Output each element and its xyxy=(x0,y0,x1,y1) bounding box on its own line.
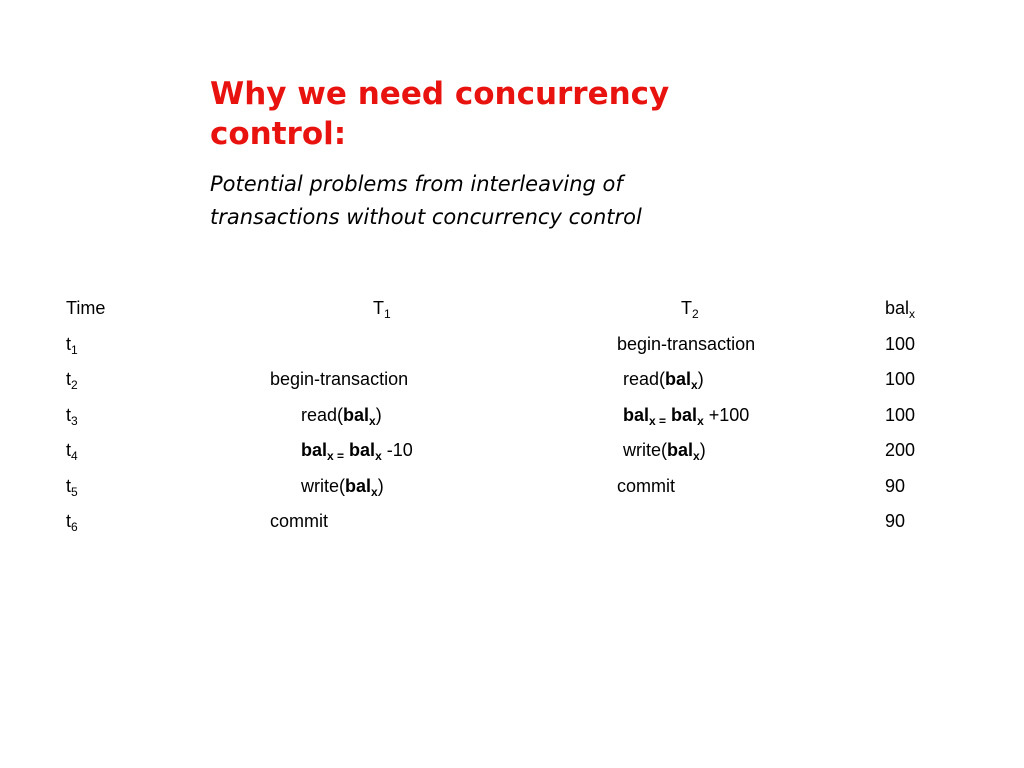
row-t1-op: commit xyxy=(270,511,328,531)
row-time: $t_1$ xyxy=(66,334,78,357)
row-time: $t_2$ xyxy=(66,369,78,392)
header-balx: bal$_x$ xyxy=(885,298,916,321)
row-t2-op: bal$_{x =}$ bal$_x$ +100 xyxy=(623,405,750,428)
row-t2-op: write(bal$_x$) xyxy=(623,440,706,463)
row-t1-op: write(bal$_x$) xyxy=(301,476,384,499)
row-bal: 100 xyxy=(885,405,916,425)
row-bal: 200 xyxy=(885,440,916,460)
row-t2-op: commit xyxy=(617,476,675,496)
row-time: $t_4$ xyxy=(66,440,78,463)
slide-title: Why we need concurrency control: xyxy=(210,76,670,152)
row-bal: 100 xyxy=(885,334,916,354)
row-t1-op: read(bal$_x$) xyxy=(301,405,382,428)
header-t2: $T_2$ xyxy=(681,298,699,321)
row-t1-op: begin-transaction xyxy=(270,369,409,389)
row-bal: 90 xyxy=(885,511,906,531)
row-t2-op: read(bal$_x$) xyxy=(623,369,704,392)
row-time: $t_5$ xyxy=(66,476,78,499)
row-time: $t_3$ xyxy=(66,405,78,428)
row-bal: 100 xyxy=(885,369,916,389)
header-time: Time xyxy=(66,298,106,318)
row-t2-op: begin-transaction xyxy=(617,334,756,354)
row-t1-op: bal$_{x =}$ bal$_x$ -10 xyxy=(301,440,413,463)
header-t1: $T_1$ xyxy=(373,298,391,321)
row-bal: 90 xyxy=(885,476,906,496)
row-time: $t_6$ xyxy=(66,511,78,534)
slide-subtitle: Potential problems from interleaving of transactions without concurrency control xyxy=(210,172,642,229)
